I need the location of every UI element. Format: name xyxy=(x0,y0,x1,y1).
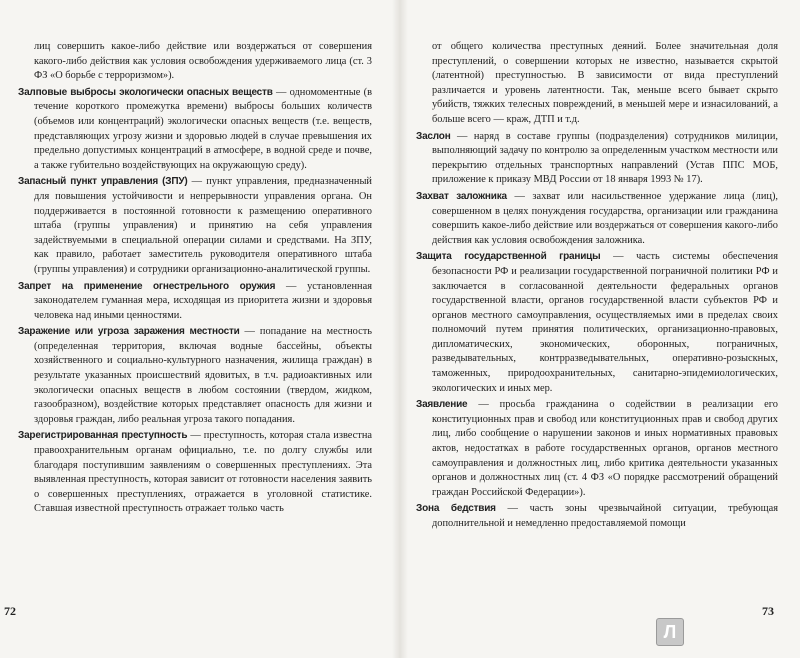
page-number-left: 72 xyxy=(4,604,16,618)
entry-text: — часть системы обеспечения безопасности РФ и реализации государственной пограничной политики РФ и заключается в согласованной деятельности федеральных органов государственной власти, органов государственной власти субъектов РФ и органов местного самоуправления, осуществляемых ими в пределах своих полномочий путем принятия политических, организационно-правовых, дипломатических, экономических, оборонных, пограничных, разведывательных, контрразведывательных, оперативно-розыскных, таможенных, природоохранительных, санитарно-эпидемиологических, экологических и иных мер. xyxy=(432,251,778,394)
entry-text: — установленная законодателем гуманная мера, исходящая из приоритета жизни и здоровья человека над иными ценностями. xyxy=(34,280,372,321)
entry-term: Зарегистрированная преступность xyxy=(18,430,188,442)
entry-text: — преступность, которая стала известна правоохранительным органам официально, т.е. по долгу службы или благодаря поступившим заявлениям о совершенных преступлениях. Эта выявленная преступность, которая зависит от готовности населения заявить о совершенных преступлениях, отражается в уголовной статистике. Ставшая известной преступность отражает только часть xyxy=(34,430,372,515)
page-number-right: 73 xyxy=(762,604,774,618)
entry-zarazhenie xyxy=(18,325,372,427)
entry-zapasnyi-punkt xyxy=(18,175,372,277)
entry-text: — наряд в составе группы (подразделения) сотрудников милиции, выполняющий задачу по контролю за определенным участком местности или перекрытию отдельных транспортных направлений (Устав ППС МОБ, приложение к приказу МВД России от 18 января 1993 № 17). xyxy=(432,130,778,186)
right-continuation: от общего количества преступных деяний. Более значительная доля преступлений, о совершении которых не известно, называется скрытой (латентной) преступностью. В зависимости от вида преступлений различается и уровень латентности. Так, меньше всего бывает скрыто убийств, тяжких телесных повреждений, в меньшей мере и изнасилований, а больше всего — краж, ДТП и т.д. xyxy=(432,41,778,125)
book-gutter xyxy=(392,0,408,658)
entry-zaregistrirovannaya xyxy=(18,429,372,517)
entry-text: — пункт управления, предназначенный для повышения устойчивости и непрерывности управления органа. Он поддерживается в постоянной готовности к размещению оперативного штаба (группы управления) и принятию на себя управления задействуемыми в специальной операции силами и средствами. На ЗПУ, как правило, работает заместитель руководителя оперативного штаба (группы управления) и сотрудники организационно-аналитической группы. xyxy=(34,176,372,275)
entry-zakhvat-zalozhnika xyxy=(416,190,778,248)
left-continuation: лиц совершить какое-либо действие или воздержаться от совершения какого-либо действия как условия освобождения удерживаемого лица (ст. 3 ФЗ «О борьбе с терроризмом»). xyxy=(34,41,372,82)
entry-zalpovye-vybrosy xyxy=(18,86,372,174)
entry-text: — попадание на местность (определенная территория, включая водные бассейны, объекты хозяйственного и социально-культурного назначения, жилища граждан) в результате указанных происшествий ядовитых, в т.ч. радиоактивных или экологически опасных веществ в любом состоянии (твердом, жидком, газообразном), воздействие которых представляет опасность для жизни и здоровья граждан, либо реальная угроза такого попадания. xyxy=(34,326,372,425)
entry-zashchita-granitsy xyxy=(416,250,778,396)
entry-term: Зона бедствия xyxy=(416,503,496,515)
entry-term: Залповые выбросы экологически опасных веществ xyxy=(18,86,273,98)
right-page xyxy=(416,40,778,640)
entry-term: Захват заложника xyxy=(416,190,507,202)
left-page xyxy=(18,40,372,640)
entry-zaslon xyxy=(416,130,778,188)
entry-term: Защита государственной границы xyxy=(416,251,601,263)
publisher-logo-icon: Л xyxy=(656,618,684,646)
entry-term: Заслон xyxy=(416,130,451,142)
entry-term: Запрет на применение огнестрельного оружия xyxy=(18,280,276,292)
entry-zayavlenie xyxy=(416,398,778,500)
entry-term: Запасный пункт управления (ЗПУ) xyxy=(18,176,188,188)
entry-text: — одномоментные (в течение короткого промежутка времени) выбросы больших количеств (объемов или концентраций) экологически опасных веществ (т.е. веществ, представляющих угрозу жизни и здоровью людей в случае превышения их предельно допустимых концентраций в атмосфере, в водной среде и почве, а также губительно воздействующих на окружающую среду). xyxy=(34,86,372,171)
entry-text: — часть зоны чрезвычайной ситуации, требующая дополнительной и немедленно предоставляемой помощи xyxy=(432,503,778,529)
entry-zona-bedstviya xyxy=(416,502,778,531)
entry-text: — просьба гражданина о содействии в реализации его конституционных прав и свобод или конституционных прав и свобод других лиц, либо сообщение о нарушении законов и иных нормативных правовых актов, недостатках в работе государственных органов, органов местного самоуправления и должностных лиц, либо критика деятельности указанных органов и должностных лиц (ст. 4 ФЗ «О порядке рассмотрений обращений граждан Российской Федерации»). xyxy=(432,399,778,498)
entry-zapret-oruzhiya xyxy=(18,280,372,324)
entry-text: — захват или насильственное удержание лица (лиц), совершенном в целях понуждения государства, организации или гражданина совершить какое-либо действие или воздержаться от совершения какого-либо действия как условия освобождения заложника. xyxy=(432,190,778,246)
entry-term: Заявление xyxy=(416,399,468,411)
entry-term: Заражение или угроза заражения местности xyxy=(18,326,240,338)
